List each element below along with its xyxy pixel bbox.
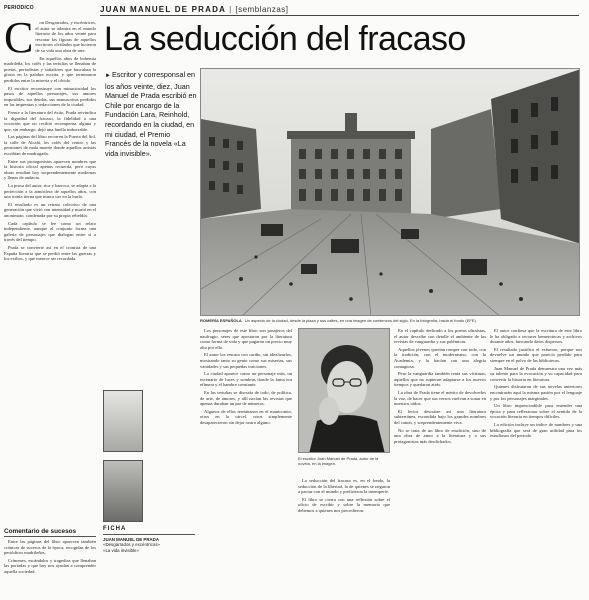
paragraph: Aquellos jóvenes querían romper con todo, con la tradición, con el modernismo, con la Academia, y lo hacían con una alegría contagiosa. (394, 346, 486, 369)
arrow-icon: ► (105, 73, 111, 79)
drop-cap: C (4, 20, 34, 62)
column-paragraphs (4, 539, 96, 575)
paragraph: Un libro imprescindible para entender una época y para reflexionar sobre el sentido de la vocación literaria en tiempos difíciles. (490, 403, 582, 420)
paragraph: La obra de Prada tiene el mérito de devolverles la voz, de hacer que sus versos vuelvan a sonar en nuestros oídos. (394, 389, 486, 407)
deck-text: Escritor y corresponsal en los años veinte, diez, Juan Manuel de Prada escribió en Chile por encargo de la Fundación Lara, Reinhold, recordando en la ciudad, en mi ciudad, el Premio Francés de la novela «La vida invisible». (105, 70, 197, 158)
paragraph: Prada se convierte así en el cronista de una España literaria que se perdió entre las guerras y los exilios, y que merece ser recordada. (4, 244, 96, 262)
comment-title: Comentario de sucesos (4, 528, 77, 535)
street-photo (200, 68, 580, 316)
paragraph: En el capítulo dedicado a los poetas ultraístas, el autor describe con detalle el ambiente de las revistas de vanguardia y sus polémicas. (394, 328, 486, 345)
column-paragraphs (298, 478, 390, 514)
paragraph: Frente a la literatura del éxito, Prada reivindica la dignidad del fracaso, la fidelidad a una vocación que no recibió recompensa alguna y que, sin embargo, dejó una huella imborrable. (4, 109, 96, 132)
book-cover-2 (103, 460, 143, 522)
paragraph: En las tertulias se discutía de todo, de política, de arte, de amores, y allí nacían las revistas que apenas duraban un par de números. (200, 389, 292, 407)
paragraph: En aquellos años de bohemia madrileña, los cafés y las tertulias se llenaban de poetas, periodistas y soñadores que buscaban la gloria en la palabra escrita, y que terminaron perdidos entre la miseria y el olvido. (4, 55, 96, 83)
book-cover-1 (103, 390, 143, 452)
paragraph: Quienes disfrutaron de sus novelas anteriores encontrarán aquí la misma pasión por el lenguaje y por los personajes marginales. (490, 384, 582, 401)
ficha-line: JUAN MANUEL DE PRADA (103, 537, 160, 542)
text-column-4 (394, 328, 486, 593)
paragraph: No se trata de un libro de erudición, sino de una obra de amor a la literatura y a sus protagonistas más desdichados. (394, 427, 486, 444)
ficha-rule (103, 534, 195, 535)
ficha-title: FICHA (103, 526, 127, 532)
paragraph: Los personajes de este libro son pasajeros del naufragio, seres que apostaron por la literatura como forma de vida y que pagaron un precio muy alto por ello. (200, 328, 292, 350)
top-rule (100, 15, 579, 16)
paragraph: Pero la vanguardia también tenía sus víctimas, aquellos que no supieron adaptarse a los nuevos tiempos y quedaron atrás. (394, 371, 486, 388)
paragraph: La edición incluye un índice de nombres y una bibliografía que será de gran utilidad para los estudiosos del periodo. (490, 421, 582, 439)
paragraph: La prosa del autor, rica y barroca, se adapta a la perfección a la atmósfera de aquellos años, con una ironía tierna que nunca cae en la burla. (4, 183, 96, 200)
paragraph: Crímenes, escándalos y tragedias que llenaban las portadas y que hoy nos ayudan a comprender aquella sociedad. (4, 557, 96, 574)
paragraph: Cada capítulo se lee como un relato independiente, aunque el conjunto forma una galería de personajes que dialogan entre sí a través del tiempo. (4, 220, 96, 243)
column-paragraphs (490, 328, 582, 439)
section-tag: PERIODICO (4, 5, 34, 11)
text-column-3 (298, 478, 390, 593)
caption-text: Un aspecto de la ciudad, desde la plaza y sus calles, en una imagen de comienzos del siglo. En la fotografía, hacia el fondo (EFE) (244, 318, 476, 323)
ficha-body (103, 537, 195, 553)
caption-label: ROMERÍA ESPAÑOLA (200, 318, 242, 323)
comment-rule (4, 536, 96, 537)
paragraph: Entre sus protagonistas aparecen nombres que la historia oficial apenas recuerda, pero cuyas obras resultan hoy sorprendentemente modernas y llenas de audacia. (4, 158, 96, 181)
paragraph: Entre las páginas del libro aparecen también crónicas de sucesos de la época, recogidas de los periódicos madrileños. (4, 539, 96, 556)
portrait-caption: El escritor Juan Manuel de Prada, autor de la novela, en la imagen. (298, 456, 379, 466)
paragraph: El resultado justifica el esfuerzo, porque nos devuelve un mundo que parecía perdido para siempre en el polvo de las bibliotecas. (490, 346, 582, 363)
paragraph: on Desgarrados, y excéntricos, el autor se adentra en el mundo literario de los años veinte para rescatar las figuras de aquellos escritores olvidados que hicieron de su vida una obra de arte. (35, 20, 96, 53)
paragraph: El lector descubre así una literatura subterránea, escondida bajo los grandes nombres del canon, y sorprendentemente viva. (394, 408, 486, 425)
byline (100, 5, 289, 14)
text-column-1 (4, 20, 96, 510)
paragraph: La ciudad aparece como un personaje más, un escenario de luces y sombras donde la fama era efímera y el hambre constante. (200, 371, 292, 388)
paragraph: El escritor reconstruye con minuciosidad los pasos de aquellos personajes, sus amores imposibles, sus deudas, sus manuscritos perdidos en las imprentas y redacciones de la ciudad. (4, 85, 96, 108)
byline-separator: | (229, 5, 233, 14)
paragraph: Algunos de ellos terminaron en el manicomio, otros en la cárcel, otros simplemente desaparecieron sin dejar rastro alguno. (200, 408, 292, 425)
photo-caption (200, 318, 580, 323)
text-column-5 (490, 328, 582, 593)
paragraph: Las páginas del libro recorren la Puerta del Sol, la calle de Alcalá, los cafés del centro y las pensiones de mala muerte donde aquellos artistas escribían de madrugada. (4, 134, 96, 157)
author-portrait (298, 328, 390, 453)
byline-author: JUAN MANUEL DE PRADA (100, 5, 227, 14)
headline: La seducción del fracaso (104, 20, 466, 58)
column-paragraphs (200, 328, 292, 426)
text-column-6 (4, 539, 96, 595)
ficha-line: «La vida invisible» (103, 547, 139, 553)
paragraph: El autor los rescata con cariño, sin idealizarlos, mostrando tanto su genio como sus miserias, sus vanidades y sus pequeñas traiciones. (200, 352, 292, 369)
paragraph: Juan Manuel de Prada demuestra una vez más su talento para la evocación y su capacidad para convertir la historia en literatura. (490, 365, 582, 382)
paragraph: El resultado es un retrato colectivo de una generación que vivió con intensidad y murió en el anonimato, condenada por su propia rebeldía. (4, 201, 96, 218)
paragraph: La seducción del fracaso es, en el fondo, la seducción de la libertad, la de quienes se negaron a pactar con el mundo y prefirieron la intemperie. (298, 478, 390, 495)
text-column-2 (200, 328, 292, 558)
byline-kicker: [semblanzas] (235, 5, 289, 14)
paragraph: El libro se cierra con una reflexión sobre el oficio de escribir y sobre la memoria que debemos a quienes nos precedieron. (298, 496, 390, 513)
ficha-line: «Desgarrados y excéntricos» (103, 542, 160, 548)
paragraph: El autor confiesa que la escritura de este libro le ha obligado a recorrer hemerotecas y archivos durante años, buscando datos dispersos. (490, 328, 582, 345)
column-paragraphs (394, 328, 486, 444)
deck (105, 70, 197, 158)
